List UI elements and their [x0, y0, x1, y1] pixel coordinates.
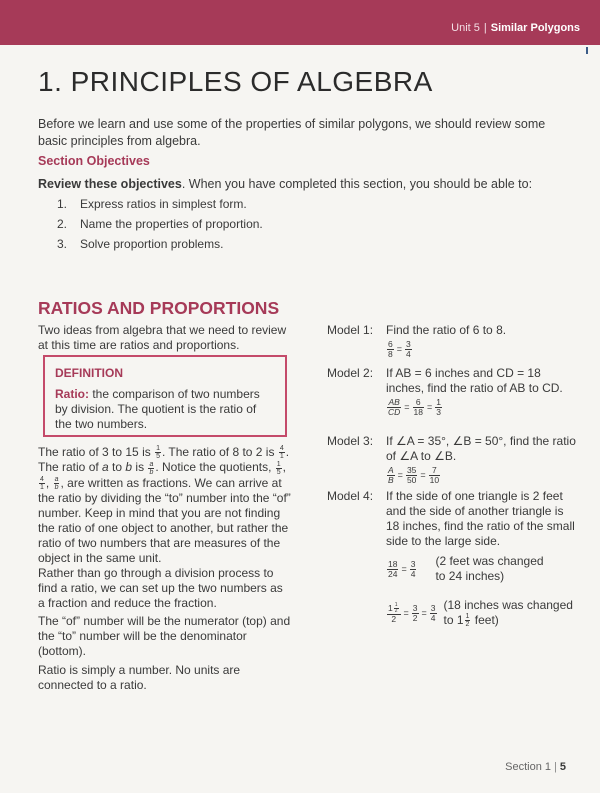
definition-box [43, 355, 287, 437]
footer-section: Section 1 [505, 761, 552, 773]
fraction: $\frac{4}{1}$ [279, 445, 284, 461]
objective-item [57, 217, 263, 237]
model-label: Model 1: [327, 323, 374, 337]
page-number: 5 [559, 761, 566, 773]
definition-text [55, 387, 275, 432]
footer-separator: | [554, 761, 557, 773]
model-note: (2 feet was changed to 24 inches) [435, 554, 544, 583]
model-text: If the side of one triangle is 2 feet and the side of another triangle is 18 inches, find the ratio of the small side to the large side. [386, 489, 575, 548]
objective-text: Solve proportion problems. [80, 237, 224, 251]
objective-item [57, 237, 263, 257]
fraction: $\frac{a}{b}$ [149, 460, 154, 476]
intro-paragraph: Before we learn and use some of the properties of similar polygons, we should review some basic principles from algebra. [38, 117, 546, 148]
model-text: If AB = 6 inches and CD = 18 inches, find the ratio of AB to CD. [386, 366, 563, 395]
running-head [451, 22, 580, 34]
objective-number: 1. [57, 197, 68, 211]
text-run: The ratio of 3 to 15 is [38, 445, 155, 459]
paragraph-text: Rather than go through a division process to find a ratio, we can set up the two numbers as a fraction and reduce the fraction. [38, 566, 283, 610]
paragraph-text: The “of” number will be the numerator (top) and the “to” number will be the denominator (bottom). [38, 614, 291, 658]
objectives-lead-bold: Review these objectives [38, 177, 182, 191]
objectives-lead [38, 177, 568, 191]
variable: a [102, 460, 109, 475]
text-run: . The ratio of 8 to 2 is [161, 445, 278, 459]
page-title: 1. PRINCIPLES OF ALGEBRA [38, 66, 433, 97]
paragraph-reduce [38, 566, 292, 611]
model-label: Model 3: [327, 434, 374, 448]
model-work: $\frac{AB}{CD}$ = $\frac{6}{18}$ = $\frac{1}{3}$ [388, 397, 442, 417]
ratios-intro [38, 323, 292, 353]
model-text: Find the ratio of 6 to 8. [386, 323, 507, 337]
section-objectives-heading: Section Objectives [38, 154, 150, 168]
unit-number: Unit 5 [451, 22, 480, 34]
definition-body: the comparison of two numbers by division. The quotient is the ratio of the two numbers. [55, 387, 260, 431]
model-body [386, 434, 576, 485]
text-run: . Notice the quotients, [155, 460, 275, 475]
model-body [386, 366, 576, 417]
fraction: $\frac{4}{1}$ [40, 475, 44, 491]
objective-text: Name the properties of proportion. [80, 217, 263, 231]
objectives-lead-rest: . When you have completed this section, you should be able to: [181, 177, 533, 191]
text-run: is [132, 460, 148, 475]
objective-number: 3. [57, 237, 68, 251]
text-run: to [108, 460, 126, 475]
fraction: $\frac{a}{b}$ [54, 475, 59, 491]
definition-term: Ratio: [55, 387, 89, 401]
model-work: $\frac{6}{8}$ = $\frac{3}{4}$ [388, 339, 411, 359]
model-label: Model 4: [327, 489, 374, 503]
unit-title: Similar Polygons [490, 22, 580, 34]
text-run: , are written as fractions. We can arrive at the ratio by dividing the “to” number into the “of” number. Keep in mind that you are not finding the ratio of one object to another, but rather the ratio of two numbers that are measures of the object in the same unit. [38, 475, 291, 565]
model-body [386, 489, 576, 628]
model-work: $\frac{A}{B}$ = $\frac{35}{50}$ = $\frac{7}{10}$ [388, 465, 440, 485]
text-run: . The ratio of [38, 445, 290, 475]
header-separator: | [483, 22, 487, 34]
objectives-list [57, 197, 263, 257]
model-text: If ∠A = 35°, ∠B = 50°, find the ratio of ∠A to ∠B. [386, 434, 576, 463]
corner-mark [586, 47, 588, 54]
paragraph-units [38, 663, 292, 693]
model-note: (18 inches was changed to 1 $\frac{1}{2}$ feet) [443, 598, 573, 629]
model-label: Model 2: [327, 366, 374, 380]
fraction: $\frac{1}{5}$ [156, 445, 160, 461]
ratios-intro-text: Two ideas from algebra that we need to review at this time are ratios and proportions. [38, 323, 287, 352]
page-footer [505, 761, 566, 773]
ratios-heading: RATIOS AND PROPORTIONS [38, 298, 280, 318]
definition-title: DEFINITION [55, 366, 123, 380]
paragraph-text: Ratio is simply a number. No units are connected to a ratio. [38, 663, 241, 692]
objective-text: Express ratios in simplest form. [80, 197, 247, 211]
paragraph-numerator [38, 614, 292, 659]
ratio-explanation-text: The ratio of 3 to 15 is $\frac{1}{5}$ . The ratio of 8 to 2 is $\frac{4}{1}$ . The ratio of a to b is $\frac{a}{b}$ . Notice the quotients, $\frac{1}{5}$ , $\frac{4}{1}$ , $\frac{a}{b}$ , are written as fractions. We can arrive at the ratio by dividing the “to” number into the “of” number. Keep in mind that you are not finding the ratio of one object to another, but rather the ratio of two numbers that are measures of the object in the same unit. [38, 445, 291, 565]
objective-item [57, 197, 263, 217]
fraction: $\frac{1}{5}$ [276, 460, 281, 476]
model-body [386, 323, 576, 359]
model-work: $\frac{18}{24}$ = $\frac{3}{4}$ (2 feet was changed to 24 inches) [386, 554, 576, 584]
variable: b [125, 460, 133, 475]
ratio-explanation [38, 445, 292, 566]
model-work: 1 $\frac{1}{2}$ 2 = $\frac{3}{2}$ = $\frac{3}{4}$ (18 inches was changed to 1 $\frac{1}{2}$ feet) [388, 598, 573, 629]
objective-number: 2. [57, 217, 68, 231]
